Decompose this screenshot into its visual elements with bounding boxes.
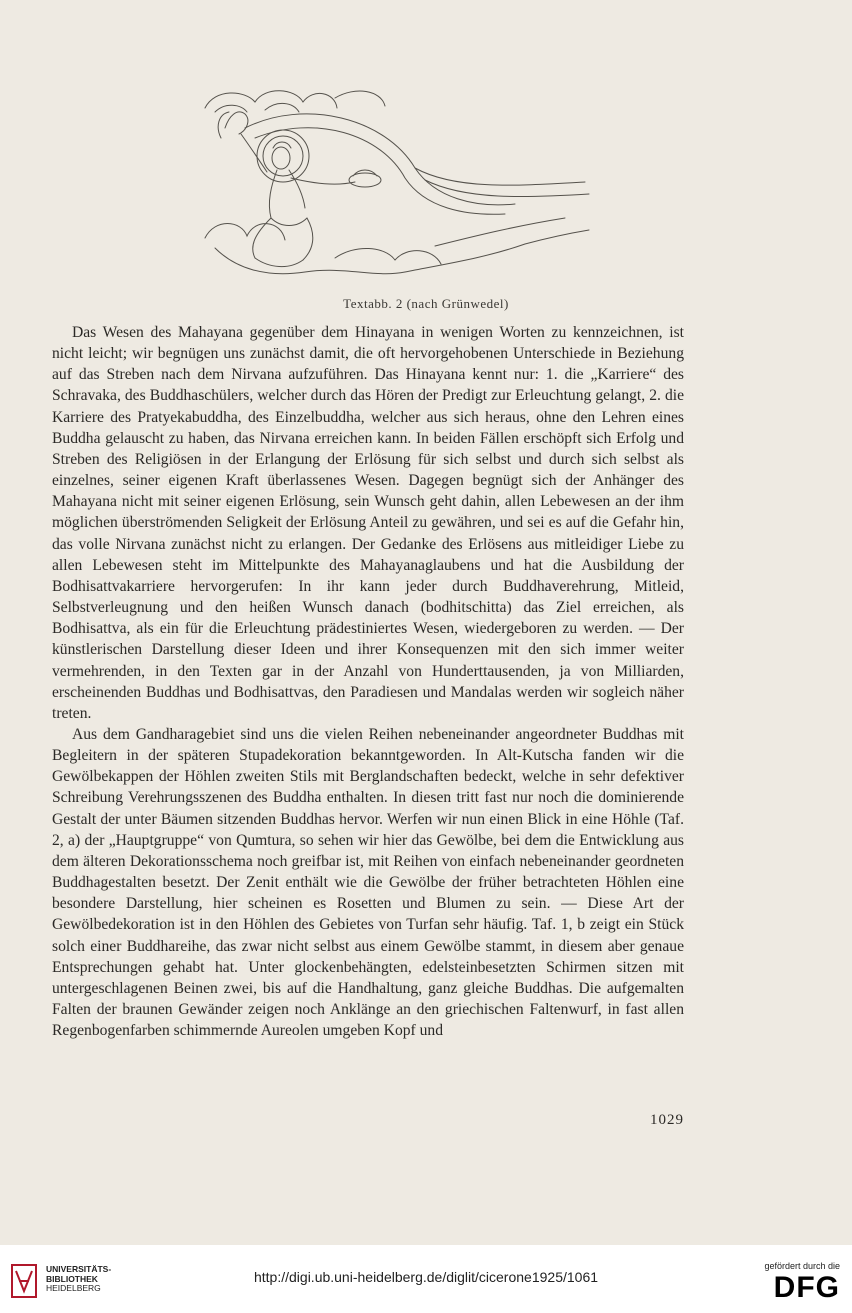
flying-deity-illustration [185, 68, 595, 292]
funded-by-label: gefördert durch die [764, 1261, 840, 1271]
dfg-logo: DFG [773, 1271, 840, 1304]
page-number: 1029 [650, 1112, 684, 1128]
digitization-footer [0, 1245, 852, 1313]
library-line: UNIVERSITÄTS- [46, 1264, 112, 1274]
library-line: HEIDELBERG [46, 1283, 101, 1293]
figure-caption: Textabb. 2 (nach Grünwedel) [343, 296, 509, 311]
paragraph: Das Wesen des Mahayana gegenüber dem Hinayana in wenigen Worten zu kennzeichnen, ist nicht leicht; wir begnügen uns zunächst damit, die oft hervorgehobenen Unterschiede in Beziehung auf das Streben nach dem Nirvana aufzuführen. Das Hinayana kennt nur: 1. die „Karriere“ des Schravaka, des Buddhaschülers, welcher durch das Hören der Predigt zur Erleuchtung gelangt, 2. die Karriere des Pratyekabuddha, des Einzelbuddha, welcher aus sich heraus, ohne den Lehren eines Buddha gelauscht zu haben, das Nirvana erreichen kann. In beiden Fällen erschöpft sich Erfolg und Streben des Religiösen in der Erlangung der Erlösung für sich selbst und durch sich selbst als einzelnes, seiner eigenen Kraft überlassenes Wesen. Dagegen begnügt sich der Anhänger des Mahayana nicht mit seiner eigenen Erlösung, sein Wunsch geht dahin, allen Lebewesen an der ihm möglichen überströmenden Seligkeit der Erlösung Anteil zu gewähren, und sei es auf die Gefahr hin, das volle Nirvana zunächst nicht zu erlangen. Der Gedanke des Erlösens aus mitleidiger Liebe zu allen Lebewesen steht im Mittelpunkte des Mahayanaglaubens und hat die Ausbildung der Bodhisattvakarriere hervorgerufen: In ihr kann jeder durch Buddhaverehrung, Mitleid, Selbstverleugnung und den heißen Wunsch danach (bodhitschitta) das Ziel erreichen, als Bodhisattva, als ein für die Erleuchtung prädestiniertes Wesen, wiedergeboren zu werden. — Der künstlerischen Darstellung dieser Ideen und ihrer Konsequenzen mit den sich immer weiter vermehrenden, in den Texten gar in der Anzahl von Hunderttausenden, ja von Milliarden, erscheinenden Buddhas und Bodhisattvas, den Paradiesen und Mandalas werden wir sogleich näher treten. [52, 324, 684, 722]
body-text [52, 322, 684, 1041]
library-line: BIBLIOTHEK [46, 1273, 98, 1284]
paragraph: Aus dem Gandharagebiet sind uns die vielen Reihen nebeneinander angeordneter Buddhas mit Begleitern in der späteren Stupadekoration bekanntgeworden. In Alt-Kutscha fanden wir die Gewölbekappen der Höhlen zweiten Stils mit Berglandschaften bedeckt, welche in sehr defektiver Schreibung Verehrungsszenen des Buddha enthalten. In diesen tritt fast nur noch die dominierende Gestalt der unter Bäumen sitzenden Buddhas hervor. Werfen wir nun einen Blick in eine Höhle (Taf. 2, a) der „Hauptgruppe“ von Qumtura, so sehen wir hier das Gewölbe, bei dem die Entwicklung aus dem älteren Dekorationsschema noch greifbar ist, mit Reihen von einfach nebeneinander geordneten Buddhagestalten besetzt. Der Zenit enthält wie die Gewölbe der früher betrachteten Höhlen eine besondere Darstellung, hier scheinen es Rosetten und Blumen zu sein. — Diese Art der Gewölbedekoration ist in den Höhlen des Gebietes von Turfan sehr häufig. Taf. 1, b zeigt ein Stück solch einer Buddhareihe, das zwar nicht selbst aus einem Gewölbe stammt, in diesem aber genaue Entsprechungen gehabt hat. Unter glockenbehängten, edelsteinbesetzten Schirmen sitzen mit untergeschlagenen Beinen zwei, bis auf die Handhaltung, ganz gleiche Buddhas. Die aufgemalten Falten der braunen Gewänder zeigen noch Anklänge an den griechischen Faltenwurf, in fast allen Regenbogenfarben schimmernde Aureolen umgeben Kopf und [52, 725, 684, 1040]
permalink-url[interactable]: http://digi.ub.uni-heidelberg.de/diglit/cicerone1925/1061 [253, 1269, 599, 1285]
